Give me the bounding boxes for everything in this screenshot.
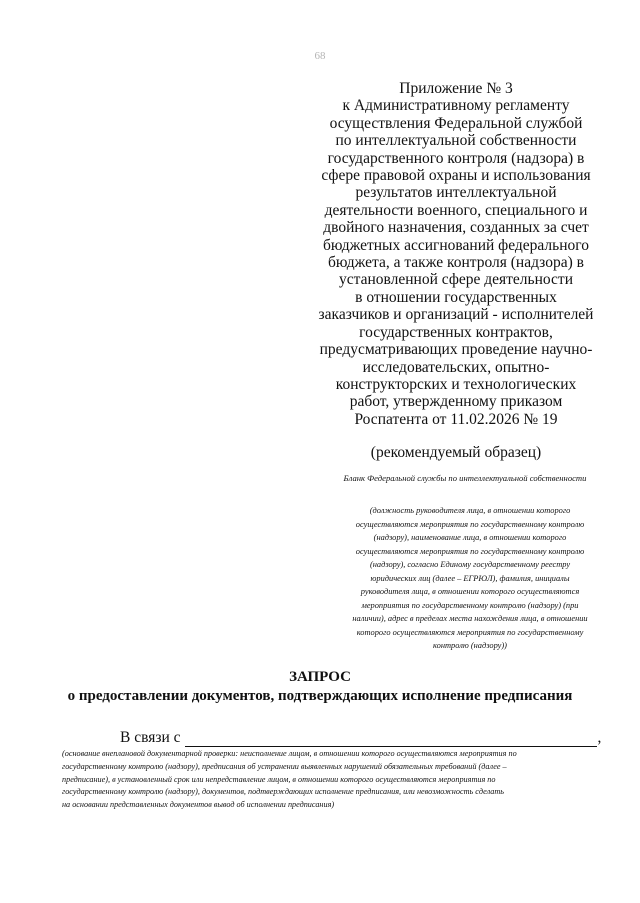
basis-fill-line[interactable] (185, 732, 597, 747)
appendix-line: сфере правовой охраны и использования (321, 167, 591, 185)
basis-line: государственному контролю (надзору), предписания об устранении выявленных нарушений обязательных требований (далее – (62, 761, 507, 771)
recipient-line: мероприятия по государственному контролю (надзору) (при (361, 600, 579, 610)
appendix-line: работ, утвержденному приказом (349, 393, 563, 411)
basis-note (62, 748, 602, 812)
recipient-line: осуществляются мероприятия по государственному контролю (355, 546, 585, 556)
appendix-line: установленной сфере деятельности (339, 271, 573, 289)
appendix-line: к Административному регламенту (342, 97, 570, 115)
appendix-line: конструкторских и технологических (335, 375, 577, 393)
recipient-line: которого осуществляются мероприятия по государственному (356, 627, 584, 637)
recommended-sample-note: (рекомендуемый образец) (370, 444, 542, 461)
recipient-line: (надзору), наименование лица, в отношении которого (373, 533, 567, 542)
recipient-line: осуществляются мероприятия по государственному контролю (355, 519, 585, 529)
appendix-line: по интеллектуальной собственности (335, 132, 577, 150)
appendix-line: осуществления Федеральной службой (329, 114, 583, 132)
appendix-line: Роспатента от 11.02.2026 № 19 (354, 410, 558, 428)
appendix-line: Приложение № 3 (399, 80, 513, 97)
line-end-comma: , (597, 729, 602, 746)
page-number: 68 (314, 50, 326, 62)
document-subtitle: о предоставлении документов, подтверждающих исполнение предписания (67, 688, 573, 704)
recipient-line: руководителя лица, в отношении которого осуществляются (360, 587, 580, 596)
appendix-line: деятельности военного, специального и (324, 201, 588, 219)
appendix-line: государственного контроля (надзора) в (327, 149, 585, 167)
in-connection-row (120, 729, 601, 747)
blank-label: Бланк Федеральной службы по интеллектуальной собственности (343, 473, 587, 483)
appendix-line: результатов интеллектуальной (355, 184, 557, 202)
basis-line: на основании представленных документов вывод об исполнении предписания) (62, 800, 335, 810)
appendix-line: двойного назначения, созданных за счет (323, 219, 589, 237)
appendix-line: в отношении государственных (355, 288, 557, 306)
appendix-line: заказчиков и организаций - исполнителей (318, 306, 594, 324)
recipient-line: юридических лиц (далее – ЕГРЮЛ), фамилия, инициалы (370, 573, 570, 583)
recipient-line: контролю (надзору)) (433, 641, 507, 650)
appendix-line: государственных контрактов, (359, 323, 553, 341)
appendix-header (300, 80, 612, 428)
document-title: ЗАПРОС (289, 669, 351, 685)
basis-line: (основание внеплановой документарной проверки: неисполнение лицом, в отношении которого осуществляются мероприятия по (62, 749, 517, 758)
recipient-line: (надзору), согласно Единому государственному реестру (369, 560, 571, 569)
appendix-line: предусматривающих проведение научно- (319, 341, 593, 359)
appendix-line: исследовательских, опытно- (362, 358, 550, 376)
in-connection-label: В связи с (120, 729, 181, 746)
recipient-line: наличии), адрес в пределах места нахождения лица, в отношении (352, 614, 588, 623)
basis-line: государственному контролю (надзору), документов, подтверждающих исполнение предписания, или невозможность сделать (62, 787, 504, 797)
appendix-line: бюджета, а также контроля (надзора) в (328, 254, 584, 272)
recipient-block (330, 504, 610, 653)
recipient-line: (должность руководителя лица, в отношении которого (369, 506, 571, 515)
appendix-line: бюджетных ассигнований федерального (323, 236, 589, 254)
basis-line: предписание), в установленный срок или непредставление лицом, в отношении которого осуществляются мероприятия по (62, 774, 496, 784)
